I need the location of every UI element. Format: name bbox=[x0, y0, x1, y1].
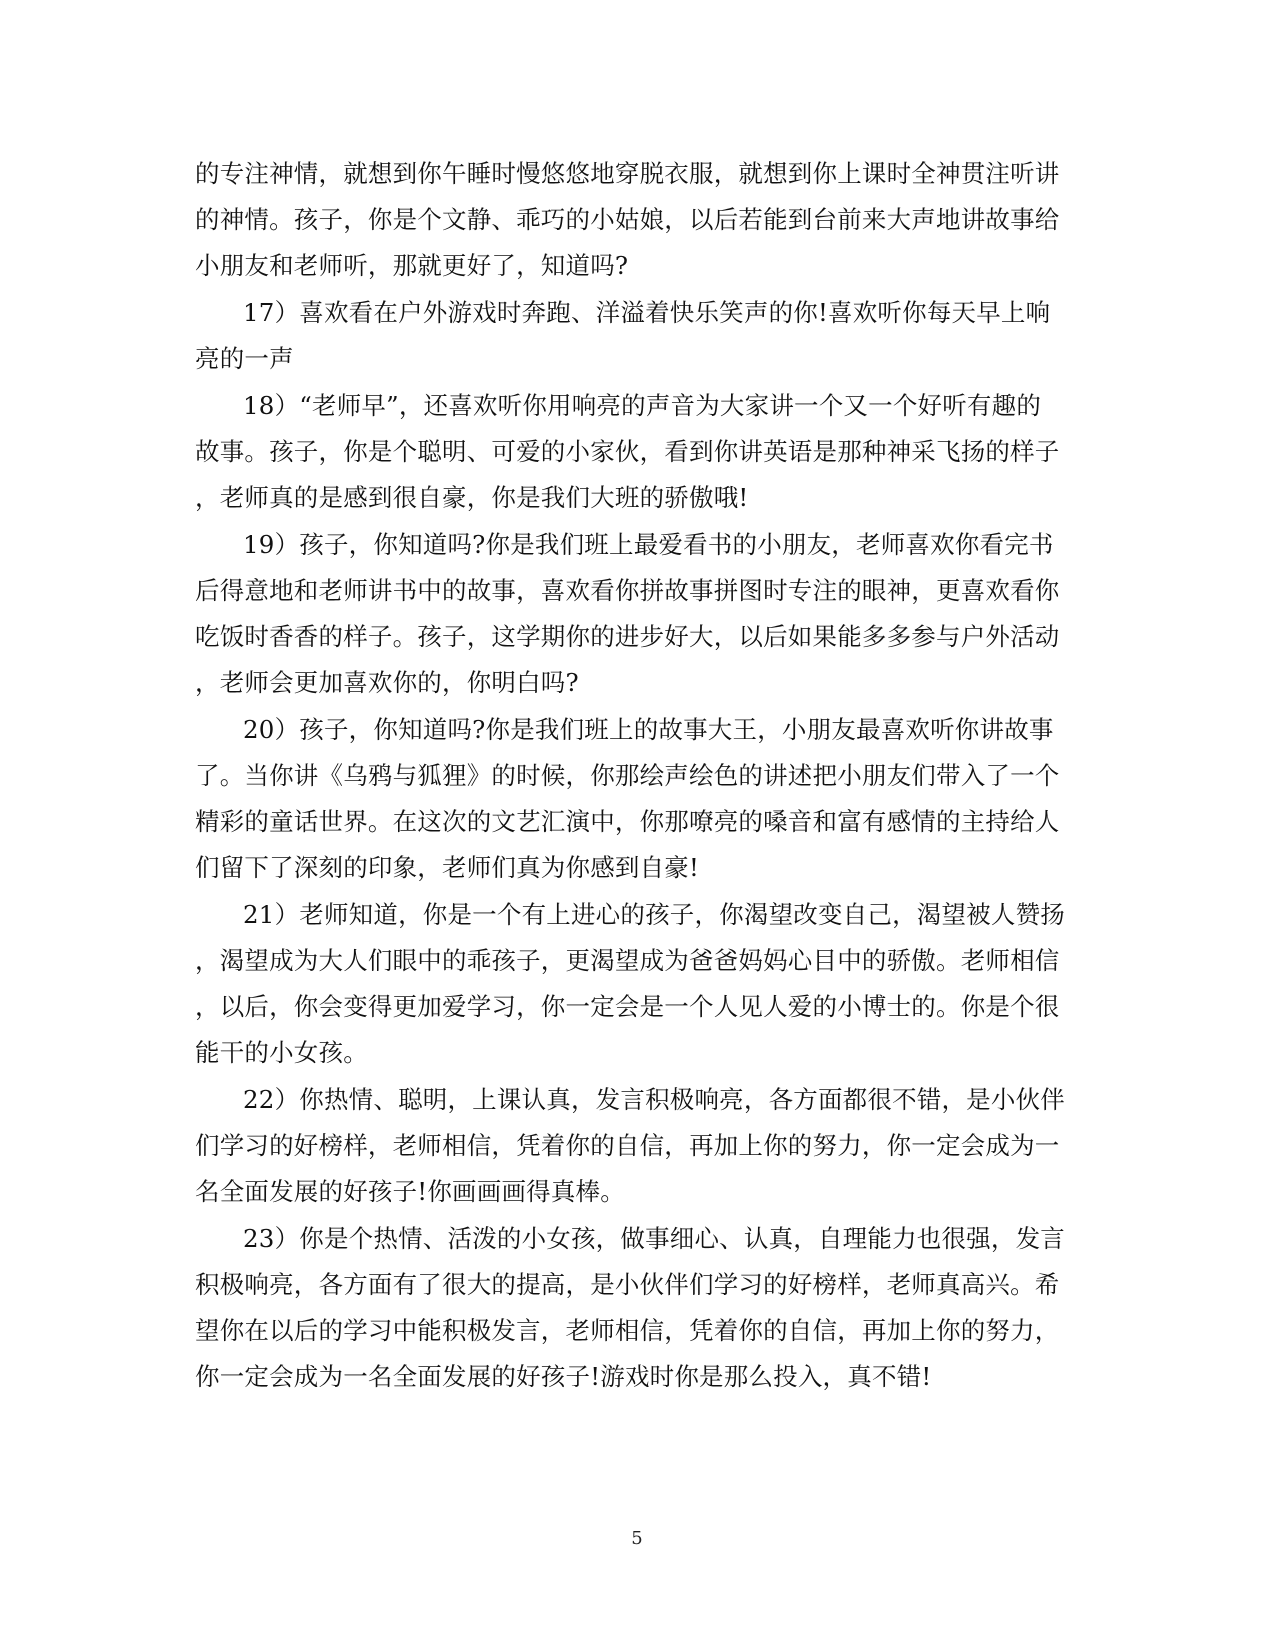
text-line: 后得意地和老师讲书中的故事，喜欢看你拼故事拼图时专注的眼神，更喜欢看你 bbox=[195, 576, 1060, 605]
text-line: ，老师会更加喜欢你的，你明白吗? bbox=[195, 668, 579, 697]
paragraph-21-first-line: 21）老师知道，你是一个有上进心的孩子，你渴望改变自己，渴望被人赞扬 bbox=[243, 900, 1065, 929]
text-line: ，渴望成为大人们眼中的乖孩子，更渴望成为爸爸妈妈心目中的骄傲。老师相信 bbox=[195, 946, 1060, 975]
paragraph-18-first-line: 18）“老师早”，还喜欢听你用响亮的声音为大家讲一个又一个好听有趣的 bbox=[243, 391, 1042, 420]
text-line: 亮的一声 bbox=[195, 344, 294, 373]
text-line: 名全面发展的好孩子!你画画画得真棒。 bbox=[195, 1177, 625, 1206]
paragraph-22-first-line: 22）你热情、聪明，上课认真，发言积极响亮，各方面都很不错，是小伙伴 bbox=[243, 1085, 1065, 1114]
text-line: 们学习的好榜样，老师相信，凭着你的自信，再加上你的努力，你一定会成为一 bbox=[195, 1131, 1060, 1160]
paragraph-19-first-line: 19）孩子，你知道吗?你是我们班上最爱看书的小朋友，老师喜欢你看完书 bbox=[243, 530, 1054, 559]
paragraph-23-first-line: 23）你是个热情、活泼的小女孩，做事细心、认真，自理能力也很强，发言 bbox=[243, 1224, 1065, 1253]
text-line: 了。当你讲《乌鸦与狐狸》的时候，你那绘声绘色的讲述把小朋友们带入了一个 bbox=[195, 761, 1060, 790]
text-line: 精彩的童话世界。在这次的文艺汇演中，你那嘹亮的嗓音和富有感情的主持给人 bbox=[195, 807, 1060, 836]
text-line: 小朋友和老师听，那就更好了，知道吗? bbox=[195, 251, 629, 280]
page-number: 5 bbox=[631, 1528, 643, 1549]
text-line: 的神情。孩子，你是个文静、乖巧的小姑娘，以后若能到台前来大声地讲故事给 bbox=[195, 205, 1060, 234]
paragraph-17-first-line: 17）喜欢看在户外游戏时奔跑、洋溢着快乐笑声的你!喜欢听你每天早上响 bbox=[243, 298, 1051, 327]
text-line: 的专注神情，就想到你午睡时慢悠悠地穿脱衣服，就想到你上课时全神贯注听讲 bbox=[195, 159, 1060, 188]
text-line: ，以后，你会变得更加爱学习，你一定会是一个人见人爱的小博士的。你是个很 bbox=[195, 992, 1060, 1021]
paragraph-20-first-line: 20）孩子，你知道吗?你是我们班上的故事大王，小朋友最喜欢听你讲故事 bbox=[243, 715, 1054, 744]
text-line: 们留下了深刻的印象，老师们真为你感到自豪! bbox=[195, 853, 700, 882]
text-line: 望你在以后的学习中能积极发言，老师相信，凭着你的自信，再加上你的努力， bbox=[195, 1316, 1060, 1345]
text-line: 吃饭时香香的样子。孩子，这学期你的进步好大，以后如果能多多参与户外活动 bbox=[195, 622, 1060, 651]
text-line: 积极响亮，各方面有了很大的提高，是小伙伴们学习的好榜样，老师真高兴。希 bbox=[195, 1270, 1060, 1299]
text-line: 你一定会成为一名全面发展的好孩子!游戏时你是那么投入，真不错! bbox=[195, 1362, 932, 1391]
text-line: 能干的小女孩。 bbox=[195, 1038, 368, 1067]
text-line: 故事。孩子，你是个聪明、可爱的小家伙，看到你讲英语是那种神采飞扬的样子 bbox=[195, 437, 1060, 466]
text-line: ，老师真的是感到很自豪，你是我们大班的骄傲哦! bbox=[195, 483, 749, 512]
